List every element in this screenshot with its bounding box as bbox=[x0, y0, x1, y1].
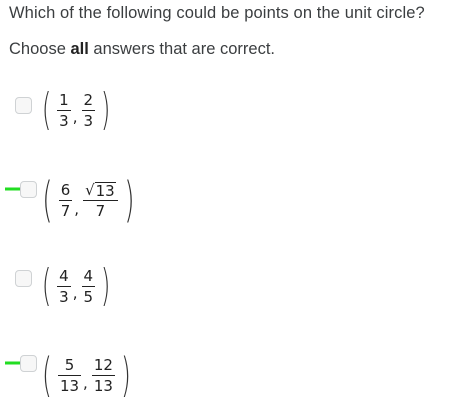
fraction bbox=[82, 91, 96, 130]
checkbox-icon[interactable] bbox=[15, 97, 32, 114]
fraction bbox=[82, 267, 96, 306]
numerator: 5 bbox=[64, 355, 75, 374]
fraction bbox=[57, 267, 71, 306]
fraction-bar bbox=[57, 286, 71, 287]
denominator: 3 bbox=[83, 111, 94, 130]
comma: , bbox=[83, 374, 88, 392]
checkbox-icon[interactable] bbox=[20, 355, 37, 372]
denominator: 7 bbox=[60, 201, 71, 220]
square-root bbox=[83, 180, 118, 199]
fraction bbox=[59, 181, 73, 220]
instruction-text bbox=[9, 40, 275, 59]
numerator: 2 bbox=[83, 90, 94, 109]
choice-4[interactable] bbox=[0, 348, 460, 412]
comma: , bbox=[72, 284, 78, 302]
denominator: 13 bbox=[59, 376, 80, 395]
fraction bbox=[83, 180, 118, 220]
fraction-bar bbox=[59, 200, 73, 201]
left-paren: ( bbox=[41, 84, 52, 135]
right-paren: ) bbox=[100, 84, 111, 135]
denominator: 13 bbox=[93, 376, 113, 395]
right-paren: ) bbox=[123, 172, 135, 228]
numerator: 1 bbox=[59, 90, 69, 109]
instruction-emphasis: all bbox=[70, 40, 89, 58]
radicand: 13 bbox=[95, 182, 115, 200]
choice-1-expression bbox=[38, 84, 114, 135]
fraction-bar bbox=[92, 375, 115, 376]
fraction-bar bbox=[57, 110, 71, 111]
left-paren: ( bbox=[42, 348, 52, 402]
fraction bbox=[57, 91, 71, 130]
numerator: 12 bbox=[93, 355, 113, 374]
denominator: 7 bbox=[95, 202, 106, 220]
fraction-bar bbox=[58, 375, 81, 376]
fraction bbox=[58, 356, 81, 395]
right-paren: ) bbox=[100, 260, 111, 311]
fraction bbox=[92, 356, 115, 395]
fraction-bar bbox=[82, 286, 96, 287]
choice-4-expression bbox=[38, 348, 135, 402]
numerator: 6 bbox=[60, 180, 71, 199]
numerator: 4 bbox=[83, 266, 94, 285]
left-paren: ( bbox=[42, 172, 53, 228]
denominator: 3 bbox=[59, 111, 69, 130]
instruction-suffix: answers that are correct. bbox=[88, 40, 275, 58]
choice-1[interactable] bbox=[0, 84, 460, 148]
denominator: 3 bbox=[59, 287, 69, 306]
instruction-prefix: Choose bbox=[9, 40, 71, 58]
choice-3[interactable] bbox=[0, 260, 460, 324]
question-text: Which of the following could be points on the unit circle? bbox=[9, 4, 425, 22]
right-paren: ) bbox=[120, 348, 131, 402]
checkbox-icon[interactable] bbox=[15, 270, 32, 287]
choice-2[interactable] bbox=[0, 172, 460, 236]
comma: , bbox=[72, 108, 78, 126]
radical-icon: √ bbox=[85, 181, 95, 199]
fraction-bar bbox=[82, 110, 96, 111]
checkbox-icon[interactable] bbox=[20, 181, 37, 198]
choice-3-expression bbox=[38, 260, 114, 311]
choice-2-expression bbox=[38, 172, 138, 228]
left-paren: ( bbox=[41, 260, 52, 311]
numerator: 4 bbox=[59, 266, 69, 285]
comma: , bbox=[74, 200, 80, 218]
fraction-bar bbox=[83, 200, 118, 201]
denominator: 5 bbox=[83, 287, 94, 306]
